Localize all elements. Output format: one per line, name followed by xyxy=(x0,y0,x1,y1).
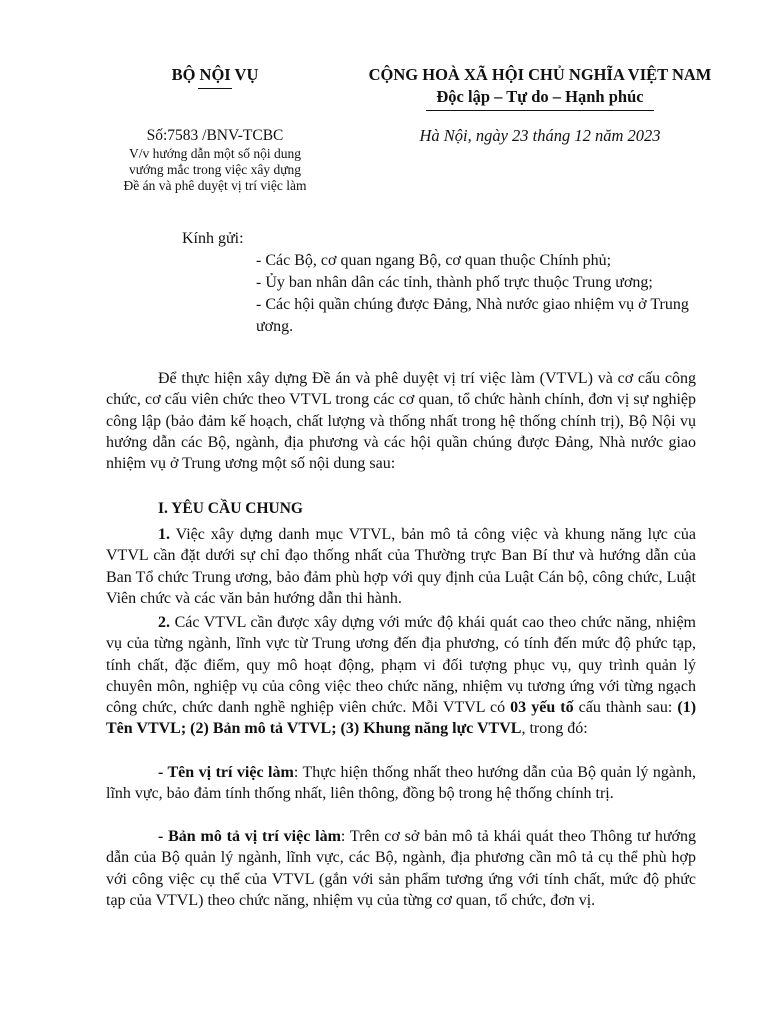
paragraph-emphasis: - Tên vị trí việc làm xyxy=(158,764,294,781)
paragraph-2 xyxy=(106,612,696,740)
motto-underline xyxy=(426,110,654,111)
document-subject xyxy=(100,146,330,194)
paragraph-text: : Thực hiện thống nhất theo hướng dẫn của Bộ quản lý ngành, lĩnh vực, bảo đảm tính thống nhất, liên thông, đồng bộ trong hệ thống chính trị. xyxy=(106,764,697,803)
place-date: Hà Nội, ngày 23 tháng 12 năm 2023 xyxy=(419,126,661,145)
agency-underline xyxy=(198,88,232,89)
subject-line: V/v hướng dẫn một số nội dung xyxy=(129,146,301,161)
intro-paragraph: Để thực hiện xây dựng Đề án và phê duyệt vị trí việc làm (VTVL) và cơ cấu công chức, cơ cấu viên chức theo VTVL trong các cơ quan, tổ chức hành chính, đơn vị sự nghiệp công lập (bảo đảm kế hoạch, chất lượng và thống nhất trong hệ thống chính trị), Bộ Nội vụ hướng dẫn các Bộ, ngành, địa phương và các hội quần chúng được Đảng, Nhà nước giao nhiệm vụ ở Trung ương một số nội dung sau: xyxy=(106,370,696,473)
agency-name: BỘ NỘI VỤ xyxy=(171,65,259,84)
country-name: CỘNG HOÀ XÃ HỘI CHỦ NGHĨA VIỆT NAM xyxy=(368,65,712,84)
paragraph-job-description xyxy=(106,826,696,911)
paragraph-number: 2. xyxy=(158,614,170,631)
subject-line: Đề án và phê duyệt vị trí việc làm xyxy=(123,178,307,193)
paragraph-job-title xyxy=(106,762,696,805)
paragraph-text: : Trên cơ sở bản mô tả khái quát theo Thông tư hướng dẫn của Bộ quản lý ngành, lĩnh vực, các Bộ, ngành, địa phương cần mô tả cụ thể phù hợp với công việc cụ thể của VTVL (gắn với sản phẩm tương ứng với tính chất, mức độ phức tạp của VTVL) theo chức năng, nhiệm vụ của từng cơ quan, tổ chức, đơn vị. xyxy=(106,828,697,909)
recipient-item: - Các Bộ, cơ quan ngang Bộ, cơ quan thuộc Chính phủ; xyxy=(256,252,612,269)
recipient-item: - Các hội quần chúng được Đảng, Nhà nước giao nhiệm vụ ở Trung ương. xyxy=(256,296,689,335)
paragraph-number: 1. xyxy=(158,526,170,543)
recipient-item: - Ủy ban nhân dân các tỉnh, thành phố trực thuộc Trung ương; xyxy=(256,274,653,291)
national-header xyxy=(340,64,740,111)
paragraph-text: Việc xây dựng danh mục VTVL, bản mô tả công việc và khung năng lực của VTVL cần đặt dưới sự chỉ đạo thống nhất của Thường trực Ban Bí thư và hướng dẫn của Ban Tổ chức Trung ương, bảo đảm phù hợp với quy định của Luật Cán bộ, công chức, Luật Viên chức và các văn bản hướng dẫn thi hành. xyxy=(106,526,696,607)
agency-header xyxy=(100,64,330,89)
paragraph-emphasis: (1) Tên VTVL; (2) Bản mô tả VTVL; (3) Khung năng lực VTVL xyxy=(106,699,697,738)
subject-line: vướng mắc trong việc xây dựng xyxy=(128,162,302,177)
recipients-label: Kính gửi: xyxy=(182,230,244,247)
paragraph-text: , trong đó: xyxy=(521,720,588,738)
paragraph-1 xyxy=(106,524,696,609)
paragraph-emphasis: - Bản mô tả vị trí việc làm xyxy=(158,828,341,845)
paragraph-text: cấu thành sau: xyxy=(573,699,678,717)
national-motto: Độc lập – Tự do – Hạnh phúc xyxy=(436,87,644,106)
document-number: Số:7583 /BNV-TCBC xyxy=(146,127,284,144)
paragraph-emphasis: 03 yếu tố xyxy=(510,699,574,717)
paragraph-text: Các VTVL cần được xây dựng với mức độ khái quát cao theo chức năng, nhiệm vụ của từng ngành, lĩnh vực từ Trung ương đến địa phương, có tính đến mức độ phức tạp, tính chất, đặc điểm, quy mô hoạt động, phạm vi đối tượng phục vụ, quy trình quản lý chuyên môn, nghiệp vụ của công việc theo chức năng, nhiệm vụ tương ứng với từng ngạch công chức, chức danh nghề nghiệp viên chức. Mỗi VTVL có xyxy=(106,614,696,717)
section-title: I. YÊU CẦU CHUNG xyxy=(158,500,303,517)
